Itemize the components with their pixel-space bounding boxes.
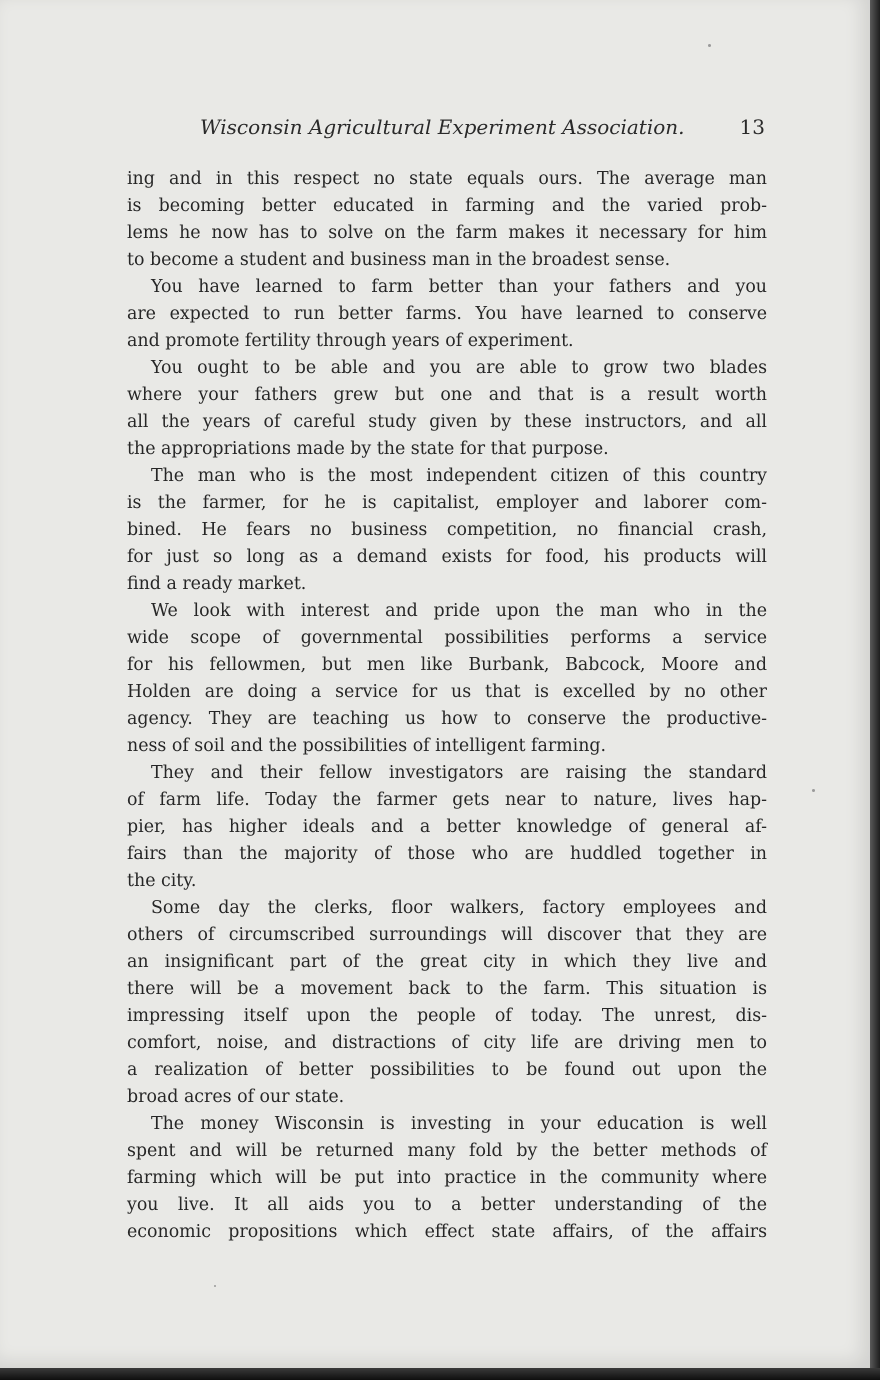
text-line: of farm life. Today the farmer gets near to nature, lives hap- (127, 790, 767, 810)
text-line: ness of soil and the possibilities of intelligent farming. (127, 736, 607, 756)
running-head (200, 112, 765, 142)
text-line: all the years of careful study given by these instructors, and all (127, 412, 767, 432)
text-line: others of circumscribed surroundings will discover that they are (127, 925, 767, 945)
paper-speck (812, 789, 815, 792)
text-line: ing and in this respect no state equals ours. The average man (127, 169, 767, 189)
text-line: you live. It all aids you to a better understanding of the (127, 1195, 767, 1215)
text-line: is the farmer, for he is capitalist, employer and laborer com- (127, 493, 767, 513)
text-line: to become a student and business man in the broadest sense. (127, 250, 671, 270)
text-line: You have learned to farm better than your fathers and you (151, 277, 767, 297)
text-line: comfort, noise, and distractions of city life are driving men to (127, 1033, 767, 1053)
text-line: economic propositions which effect state affairs, of the affairs (127, 1222, 767, 1242)
text-line: wide scope of governmental possibilities performs a service (127, 628, 767, 648)
page-edge-shadow (0, 1368, 880, 1380)
page-edge-shadow (870, 0, 880, 1380)
text-line: pier, has higher ideals and a better knowledge of general af- (127, 817, 767, 837)
text-line: broad acres of our state. (127, 1087, 345, 1107)
text-line: The man who is the most independent citizen of this country (151, 466, 767, 486)
text-line: an insignificant part of the great city in which they live and (127, 952, 767, 972)
paper-speck (214, 1285, 216, 1287)
text-line: a realization of better possibilities to be found out upon the (127, 1060, 767, 1080)
paper-speck (708, 44, 711, 47)
text-line: find a ready market. (127, 574, 307, 594)
text-line: They and their fellow investigators are raising the standard (151, 763, 767, 783)
text-line: are expected to run better farms. You have learned to conserve (127, 304, 767, 324)
text-line: impressing itself upon the people of today. The unrest, dis- (127, 1006, 767, 1026)
page-number: 13 (739, 115, 765, 139)
text-line: fairs than the majority of those who are huddled together in (127, 844, 767, 864)
text-line: for just so long as a demand exists for food, his products will (127, 547, 767, 567)
text-line: We look with interest and pride upon the man who in the (151, 601, 767, 621)
text-line: You ought to be able and you are able to grow two blades (151, 358, 767, 378)
text-line: the appropriations made by the state for that purpose. (127, 439, 609, 459)
text-line: where your fathers grew but one and that is a result worth (127, 385, 767, 405)
body-text (127, 166, 767, 1246)
text-line: is becoming better educated in farming and the varied prob- (127, 196, 767, 216)
text-line: The money Wisconsin is investing in your education is well (151, 1114, 767, 1134)
text-line: spent and will be returned many fold by the better methods of (127, 1141, 767, 1161)
text-line: lems he now has to solve on the farm makes it necessary for him (127, 223, 767, 243)
text-line: for his fellowmen, but men like Burbank, Babcock, Moore and (127, 655, 767, 675)
running-head-title: Wisconsin Agricultural Experiment Association. (200, 115, 685, 139)
text-line: there will be a movement back to the farm. This situation is (127, 979, 767, 999)
text-line: bined. He fears no business competition, no financial crash, (127, 520, 767, 540)
text-line: the city. (127, 871, 197, 891)
text-line: Some day the clerks, floor walkers, factory employees and (151, 898, 767, 918)
text-line: agency. They are teaching us how to conserve the productive- (127, 709, 767, 729)
text-line: and promote fertility through years of experiment. (127, 331, 574, 351)
text-line: Holden are doing a service for us that is excelled by no other (127, 682, 767, 702)
text-line: farming which will be put into practice in the community where (127, 1168, 767, 1188)
